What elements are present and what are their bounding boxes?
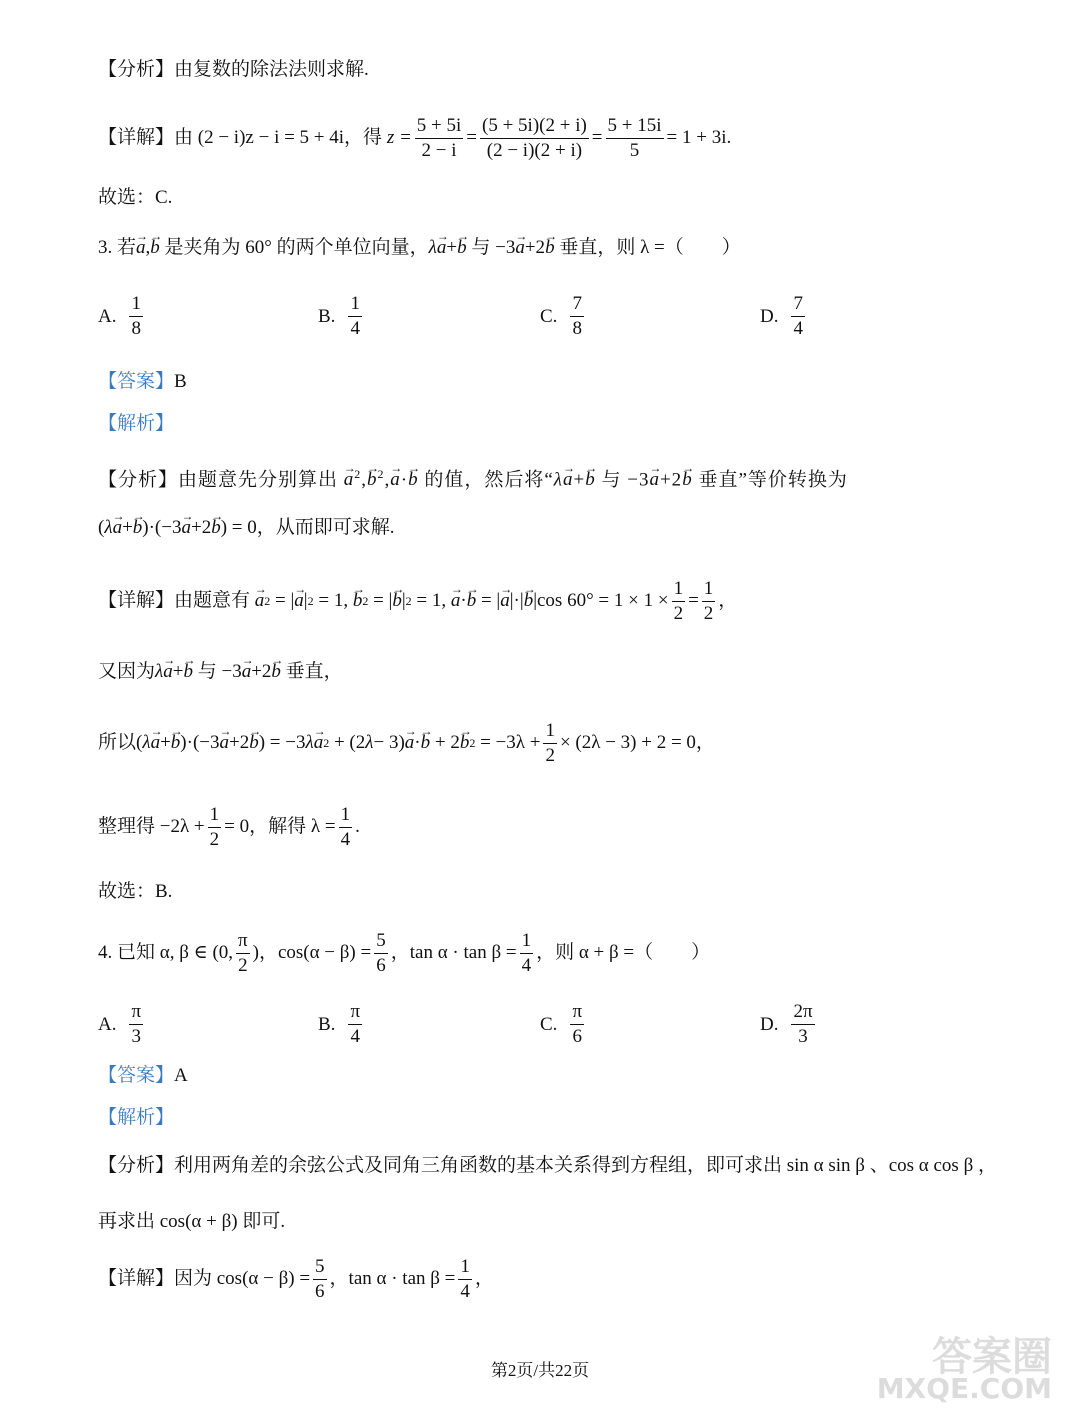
- q4-option-b[interactable]: B. $\frac{\pi}{4}$: [318, 1001, 361, 1047]
- q3-choice: 故选：B.: [98, 881, 173, 902]
- q3-option-c[interactable]: C. $\frac{7}{8}$: [540, 293, 582, 339]
- q3-detail-line2: 又因为λ→ a+→ b 与 −3→ a+2→ b 垂直，: [98, 658, 1020, 686]
- q4-option-c[interactable]: C. $\frac{\pi}{6}$: [540, 1001, 583, 1047]
- q4-jiexi-heading: 【解析】: [98, 1107, 175, 1128]
- q3-analysis-line1: 【分析】由题意先分别算出 → $a^2,\to b^2,\to a\cdot\to b$ 的值，然后将“λ→ a+→ b 与 −3→ a+2→ b 垂直”等价转换为: [98, 460, 1020, 494]
- q3-detail-line1: 【详解】由题意有 → a 2 = | → a | 2 = 1, → b 2 = | → b | 2 = 1, → a · → b = | → a |·| → b |cos 60° = 1 × 1 × $\frac{1}{2}$ = $\frac{1}{2}$ ，: [98, 574, 1020, 628]
- p2-choice: 故选：C.: [98, 187, 173, 208]
- page-footer: 第2页/共22页: [490, 1361, 590, 1380]
- q3-answer: 【答案】B: [98, 371, 187, 392]
- q4-stem: 4. 已知 α, β ∈ (0, $\frac{\pi}{2}$ ) ，cos(α − β) = $\frac{5}{6}$ ，tan α · tan β = $\frac{1}{4}$ ，则 α + β =（ ）: [98, 929, 711, 976]
- q3-option-b[interactable]: B. $\frac{1}{4}$: [318, 293, 360, 339]
- q3-option-a[interactable]: A. $\frac{1}{8}$: [98, 293, 141, 339]
- q4-analysis-line2: 再求出 cos(α + β) 即可.: [98, 1211, 286, 1232]
- q4-option-a[interactable]: A. $\frac{\pi}{3}$: [98, 1001, 142, 1047]
- p2-frac-2: $\frac{(5 + 5i)(2 + i)}{(2 - i)(2 + i)}$: [482, 114, 587, 161]
- q3-detail-line4: 整理得 −2λ + $\frac{1}{2}$ = 0，解得 λ = $\frac{1}{4}$ .: [98, 803, 360, 850]
- q4-option-d[interactable]: D. $\frac{2\pi}{3}$: [760, 1001, 813, 1047]
- p2-detail: 【详解】由 (2 − i)z − i = 5 + 4i，得 z = $\frac{5 + 5i}{2 - i}$ = $\frac{(5 + 5i)(2 + i)}{(2 - i)(2 + i)}$ = $\frac{5 + 15i}{5}$ = 1 + 3i.: [98, 114, 732, 161]
- q3-analysis-line2: (λ→ a+→ b)·(−3→ a+2→ b) = 0，从而即可求解.: [98, 514, 1020, 542]
- q3-detail-line3: 所以 ( λ → a + → b )·(−3 → a +2 → b ) = −3 λ → a 2 + (2 λ − 3) → a · → b + 2 → b 2 = −3λ + $\frac{1}{2}$ × (2λ − 3) + 2 = 0，: [98, 716, 1020, 770]
- q4-analysis-line1: 【分析】利用两角差的余弦公式及同角三角函数的基本关系得到方程组，即可求出 sin α sin β 、cos α cos β ，: [98, 1155, 997, 1176]
- q3-jiexi-heading: 【解析】: [98, 413, 175, 434]
- q3-stem: 3. 若→ a,→ b 是夹角为 60° 的两个单位向量，λ→ a+→ b 与 −3→ a+2→ b 垂直，则 λ =（ ）: [98, 234, 1020, 262]
- q4-detail-line1: 【详解】因为 cos(α − β) = $\frac{5}{6}$ ，tan α · tan β = $\frac{1}{4}$ ，: [98, 1255, 494, 1302]
- watermark-logo: 答案圈 MXQE.COM: [876, 1334, 1052, 1405]
- q3-option-d[interactable]: D. $\frac{7}{4}$: [760, 293, 803, 339]
- p2-analysis: 【分析】由复数的除法法则求解.: [98, 59, 369, 80]
- p2-frac-3: $\frac{5 + 15i}{5}$: [607, 114, 662, 161]
- q4-answer: 【答案】A: [98, 1065, 188, 1086]
- p2-frac-1: $\frac{5 + 5i}{2 - i}$: [416, 114, 462, 161]
